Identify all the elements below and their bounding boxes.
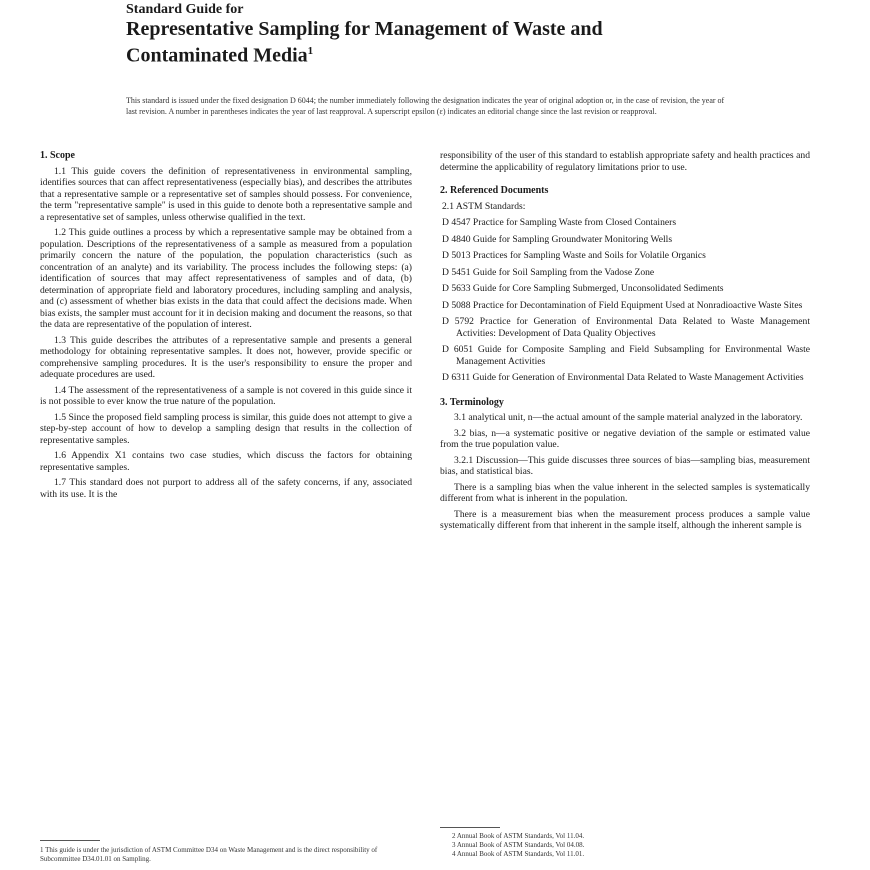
reference-item: D 6051 Guide for Composite Sampling and Field Subsampling for Environmental Waste Management Activities — [442, 344, 810, 367]
paragraph: 1.2 This guide outlines a process by which a representative sample may be obtained from a population. Descriptions of the representativeness of a sample as measured from a population primarily concern the nature of the population, the population characteristics (such as concentration of an analyte) and its variability. The process includes the following steps: (a) identification of sources that may affect representativeness of samples and of data, (b) determination of appropriate field and laboratory procedures, including sampling and analysis, and (c) assessment of whether bias exists in the data that could affect the decisions made. When bias exists, the sampler must account for it in decision making and document the reasons, so that the data are representative of the population of interest. — [40, 227, 412, 330]
designation-line: Standard Guide for — [126, 2, 244, 17]
section-heading-scope: 1. Scope — [40, 150, 75, 161]
footnote-divider-left — [40, 840, 100, 841]
footnote: 4 Annual Book of ASTM Standards, Vol 11.01. — [452, 850, 585, 858]
paragraph: 1.3 This guide describes the attributes of a representative sample and presents a general methodology for obtaining representative samples. It does not, however, provide specific or comprehensive sampling procedures. It is the user's responsibility to ensure the proper and adequate procedures are used. — [40, 334, 412, 380]
paragraph: 1.7 This standard does not purport to address all of the safety concerns, if any, associated with its use. It is the — [40, 477, 412, 500]
paragraph: 1.5 Since the proposed field sampling process is similar, this guide does not attempt to give a step-by-step account of how to develop a sampling design that results in the collection of representative samples. — [40, 411, 412, 446]
paragraph: 1.1 This guide covers the definition of representativeness in environmental sampling, identifies sources that can affect representativeness (especially bias), and describes the attributes that a representative sample or a representative set of samples should possess. For convenience, the term "representative sample" is used in this guide to denote both a representative sample and a representative set of samples, unless otherwise qualified in the text. — [40, 165, 412, 223]
reference-item: D 5792 Practice for Generation of Environmental Data Related to Waste Management Activities: Development of Data Quality Objectives — [442, 316, 810, 339]
document-title — [126, 18, 746, 67]
paragraph: 1.4 The assessment of the representativeness of a sample is not covered in this guide since it is not possible to ever know the true nature of the population. — [40, 384, 412, 407]
term-paragraph: There is a sampling bias when the value inherent in the selected samples is systematically different from what is inherent in the population. — [440, 481, 810, 504]
footnote: 2 Annual Book of ASTM Standards, Vol 11.04. — [452, 832, 585, 840]
reference-item: D 5088 Practice for Decontamination of Field Equipment Used at Nonradioactive Waste Sites — [442, 299, 803, 311]
title-line-1: Representative Sampling for Management of Waste and — [126, 18, 603, 40]
term-paragraph: 3.1 analytical unit, n—the actual amount of the sample material analyzed in the laboratory. — [454, 412, 803, 423]
title-block — [126, 0, 746, 67]
footnotes-right — [452, 832, 752, 859]
footnote-divider-right — [440, 827, 500, 828]
paragraph: 1.6 Appendix X1 contains two case studies, which discuss the factors for obtaining representative samples. — [40, 450, 412, 473]
footnote-left: 1 This guide is under the jurisdiction of ASTM Committee D34 on Waste Management and is the direct responsibility of Subcommittee D34.01.01 on Sampling. — [40, 846, 378, 863]
title-line-2 — [126, 40, 746, 67]
reference-item: 2.1 ASTM Standards: — [442, 200, 526, 212]
title-footnote-mark: 1 — [307, 45, 314, 57]
reference-item: D 6311 Guide for Generation of Environmental Data Related to Waste Management Activities — [442, 372, 804, 383]
section-heading-terminology: 3. Terminology — [440, 396, 504, 408]
continuation-text: responsibility of the user of this standard to establish appropriate safety and health practices and determine the applicability of regulatory limitations prior to use. — [440, 150, 810, 173]
right-column — [440, 150, 810, 536]
term-paragraph: 3.2.1 Discussion—This guide discusses three sources of bias—sampling bias, measurement bias, and statistical bias. — [440, 454, 810, 477]
title-line-2-text: Contaminated Media — [126, 44, 308, 67]
term-paragraph: There is a measurement bias when the measurement process produces a sample value systematically different from that inherent in the sample itself, although the inherent sample is — [440, 508, 810, 531]
term-paragraph: 3.2 bias, n—a systematic positive or negative deviation of the sample or estimated value from the true population value. — [440, 427, 810, 450]
reference-item: D 5633 Guide for Core Sampling Submerged, Unconsolidated Sediments — [442, 283, 724, 294]
reference-item: D 4547 Practice for Sampling Waste from Closed Containers — [442, 217, 677, 228]
section-heading-references: 2. Referenced Documents — [440, 185, 549, 196]
reference-item: D 5013 Practices for Sampling Waste and Soils for Volatile Organics — [442, 250, 706, 261]
footnote: 3 Annual Book of ASTM Standards, Vol 04.08. — [452, 841, 585, 849]
reference-item: D 4840 Guide for Sampling Groundwater Monitoring Wells — [442, 233, 673, 245]
designation-note: This standard is issued under the fixed designation D 6044; the number immediately following the designation indicates the year of original adoption or, in the case of revision, the year of last revision. A number in parentheses indicates the year of last reapproval. A superscript epsilon (ε) indicates an editorial change since the last revision or reapproval. — [126, 96, 725, 116]
reference-item: D 5451 Guide for Soil Sampling from the Vadose Zone — [442, 266, 655, 278]
left-column — [40, 150, 412, 504]
